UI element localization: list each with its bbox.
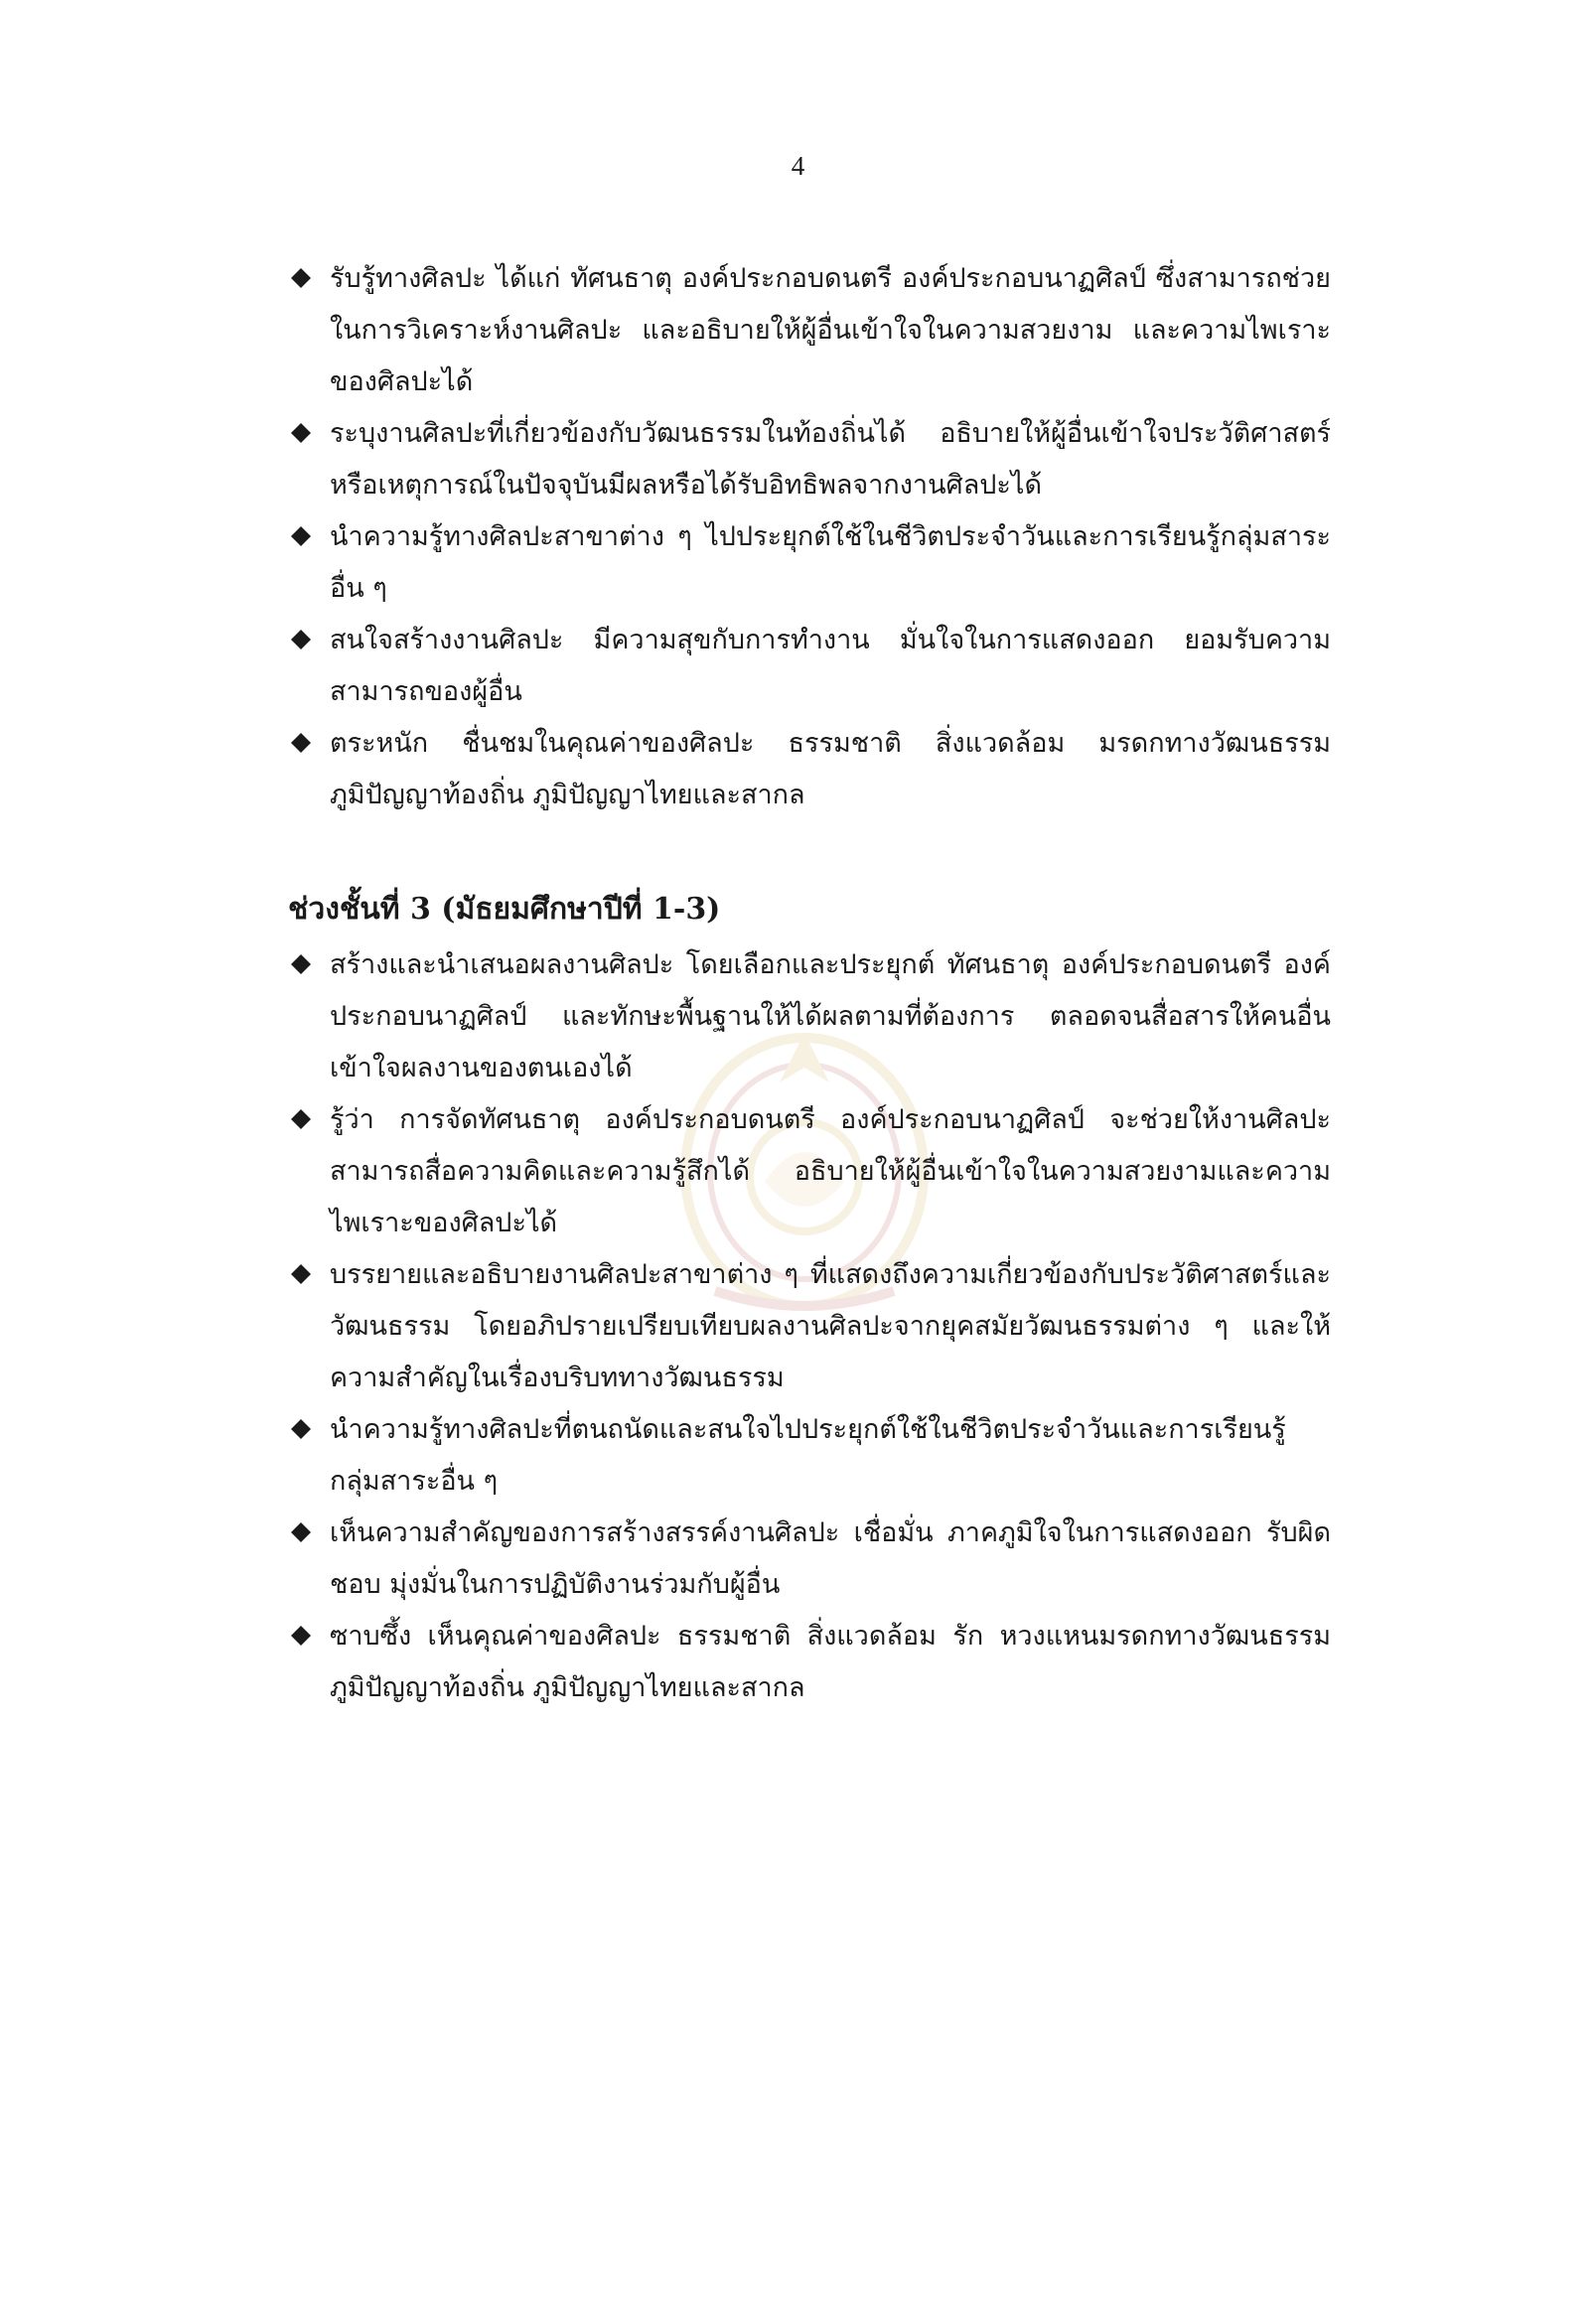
diamond-bullet-icon (290, 1418, 312, 1440)
section-one (288, 253, 1331, 821)
list-item (288, 253, 1331, 408)
section-heading: ช่วงชั้นที่ 3 (มัธยมศึกษาปีที่ 1-3) (288, 892, 721, 927)
list-item-text: สร้างและนำเสนอผลงานศิลปะ โดยเลือกและประยุกต์ ทัศนธาตุ องค์ประกอบดนตรี องค์ประกอบนาฏศิลป์ และทักษะพื้นฐานให้ได้ผลตามที่ต้องการ ตลอดจนสื่อสารให้คนอื่นเข้าใจผลงานของตนเองได้ (330, 949, 1331, 1083)
list-item-text: ระบุงานศิลปะที่เกี่ยวข้องกับวัฒนธรรมในท้องถิ่นได้ อธิบายให้ผู้อื่นเข้าใจประวัติศาสตร์หรือเหตุการณ์ในปัจจุบันมีผลหรือได้รับอิทธิพลจากงานศิลปะได้ (330, 418, 1331, 501)
diamond-bullet-icon (290, 422, 312, 444)
list-item-text: รับรู้ทางศิลปะ ได้แก่ ทัศนธาตุ องค์ประกอบดนตรี องค์ประกอบนาฏศิลป์ ซึ่งสามารถช่วยในการวิเคราะห์งานศิลปะ และอธิบายให้ผู้อื่นเข้าใจในความสวยงาม และความไพเราะของศิลปะได้ (330, 263, 1331, 397)
list-item (288, 1611, 1331, 1714)
diamond-bullet-icon (290, 953, 312, 975)
section-two (288, 884, 1331, 1714)
bullet-list-section-two (288, 939, 1331, 1714)
list-item (288, 408, 1331, 511)
list-item (288, 511, 1331, 615)
list-item-text: ตระหนัก ชื่นชมในคุณค่าของศิลปะ ธรรมชาติ สิ่งแวดล้อม มรดกทางวัฒนธรรม ภูมิปัญญาท้องถิ่น ภูมิปัญญาไทยและสากล (330, 728, 1331, 810)
diamond-bullet-icon (290, 267, 312, 289)
list-item-text: นำความรู้ทางศิลปะที่ตนถนัดและสนใจไปประยุกต์ใช้ในชีวิตประจำวันและการเรียนรู้กลุ่มสาระอื่น ๆ (330, 1414, 1286, 1497)
bullet-list-section-one (288, 253, 1331, 821)
diamond-bullet-icon (290, 732, 312, 754)
list-item (288, 1404, 1331, 1508)
list-item (288, 1094, 1331, 1249)
list-item-text: รู้ว่า การจัดทัศนธาตุ องค์ประกอบดนตรี องค์ประกอบนาฏศิลป์ จะช่วยให้งานศิลปะสามารถสื่อความคิดและความรู้สึกได้ อธิบายให้ผู้อื่นเข้าใจในความสวยงามและความไพเราะของศิลปะได้ (330, 1104, 1331, 1238)
list-item-text: สนใจสร้างงานศิลปะ มีความสุขกับการทำงาน มั่นใจในการแสดงออก ยอมรับความสามารถของผู้อื่น (330, 625, 1331, 707)
diamond-bullet-icon (290, 1625, 312, 1647)
list-item-text: ซาบซึ้ง เห็นคุณค่าของศิลปะ ธรรมชาติ สิ่งแวดล้อม รัก หวงแหนมรดกทางวัฒนธรรม ภูมิปัญญาท้องถิ่น ภูมิปัญญาไทยและสากล (330, 1621, 1331, 1703)
list-item-text: บรรยายและอธิบายงานศิลปะสาขาต่าง ๆ ที่แสดงถึงความเกี่ยวข้องกับประวัติศาสตร์และวัฒนธรรม โดยอภิปรายเปรียบเทียบผลงานศิลปะจากยุคสมัยวัฒนธรรมต่าง ๆ และให้ความสำคัญในเรื่องบริบททางวัฒนธรรม (330, 1259, 1331, 1393)
list-item (288, 1508, 1331, 1611)
diamond-bullet-icon (290, 1108, 312, 1130)
list-item (288, 1249, 1331, 1404)
page-number: 4 (791, 151, 805, 181)
diamond-bullet-icon (290, 525, 312, 547)
list-item (288, 718, 1331, 821)
list-item-text: นำความรู้ทางศิลปะสาขาต่าง ๆ ไปประยุกต์ใช้ในชีวิตประจำวันและการเรียนรู้กลุ่มสาระอื่น ๆ (330, 521, 1331, 604)
diamond-bullet-icon (290, 1521, 312, 1543)
diamond-bullet-icon (290, 1263, 312, 1285)
list-item (288, 615, 1331, 718)
list-item (288, 939, 1331, 1094)
list-item-text: เห็นความสำคัญของการสร้างสรรค์งานศิลปะ เชื่อมั่น ภาคภูมิใจในการแสดงออก รับผิดชอบ มุ่งมั่นในการปฏิบัติงานร่วมกับผู้อื่น (330, 1517, 1331, 1600)
diamond-bullet-icon (290, 629, 312, 650)
